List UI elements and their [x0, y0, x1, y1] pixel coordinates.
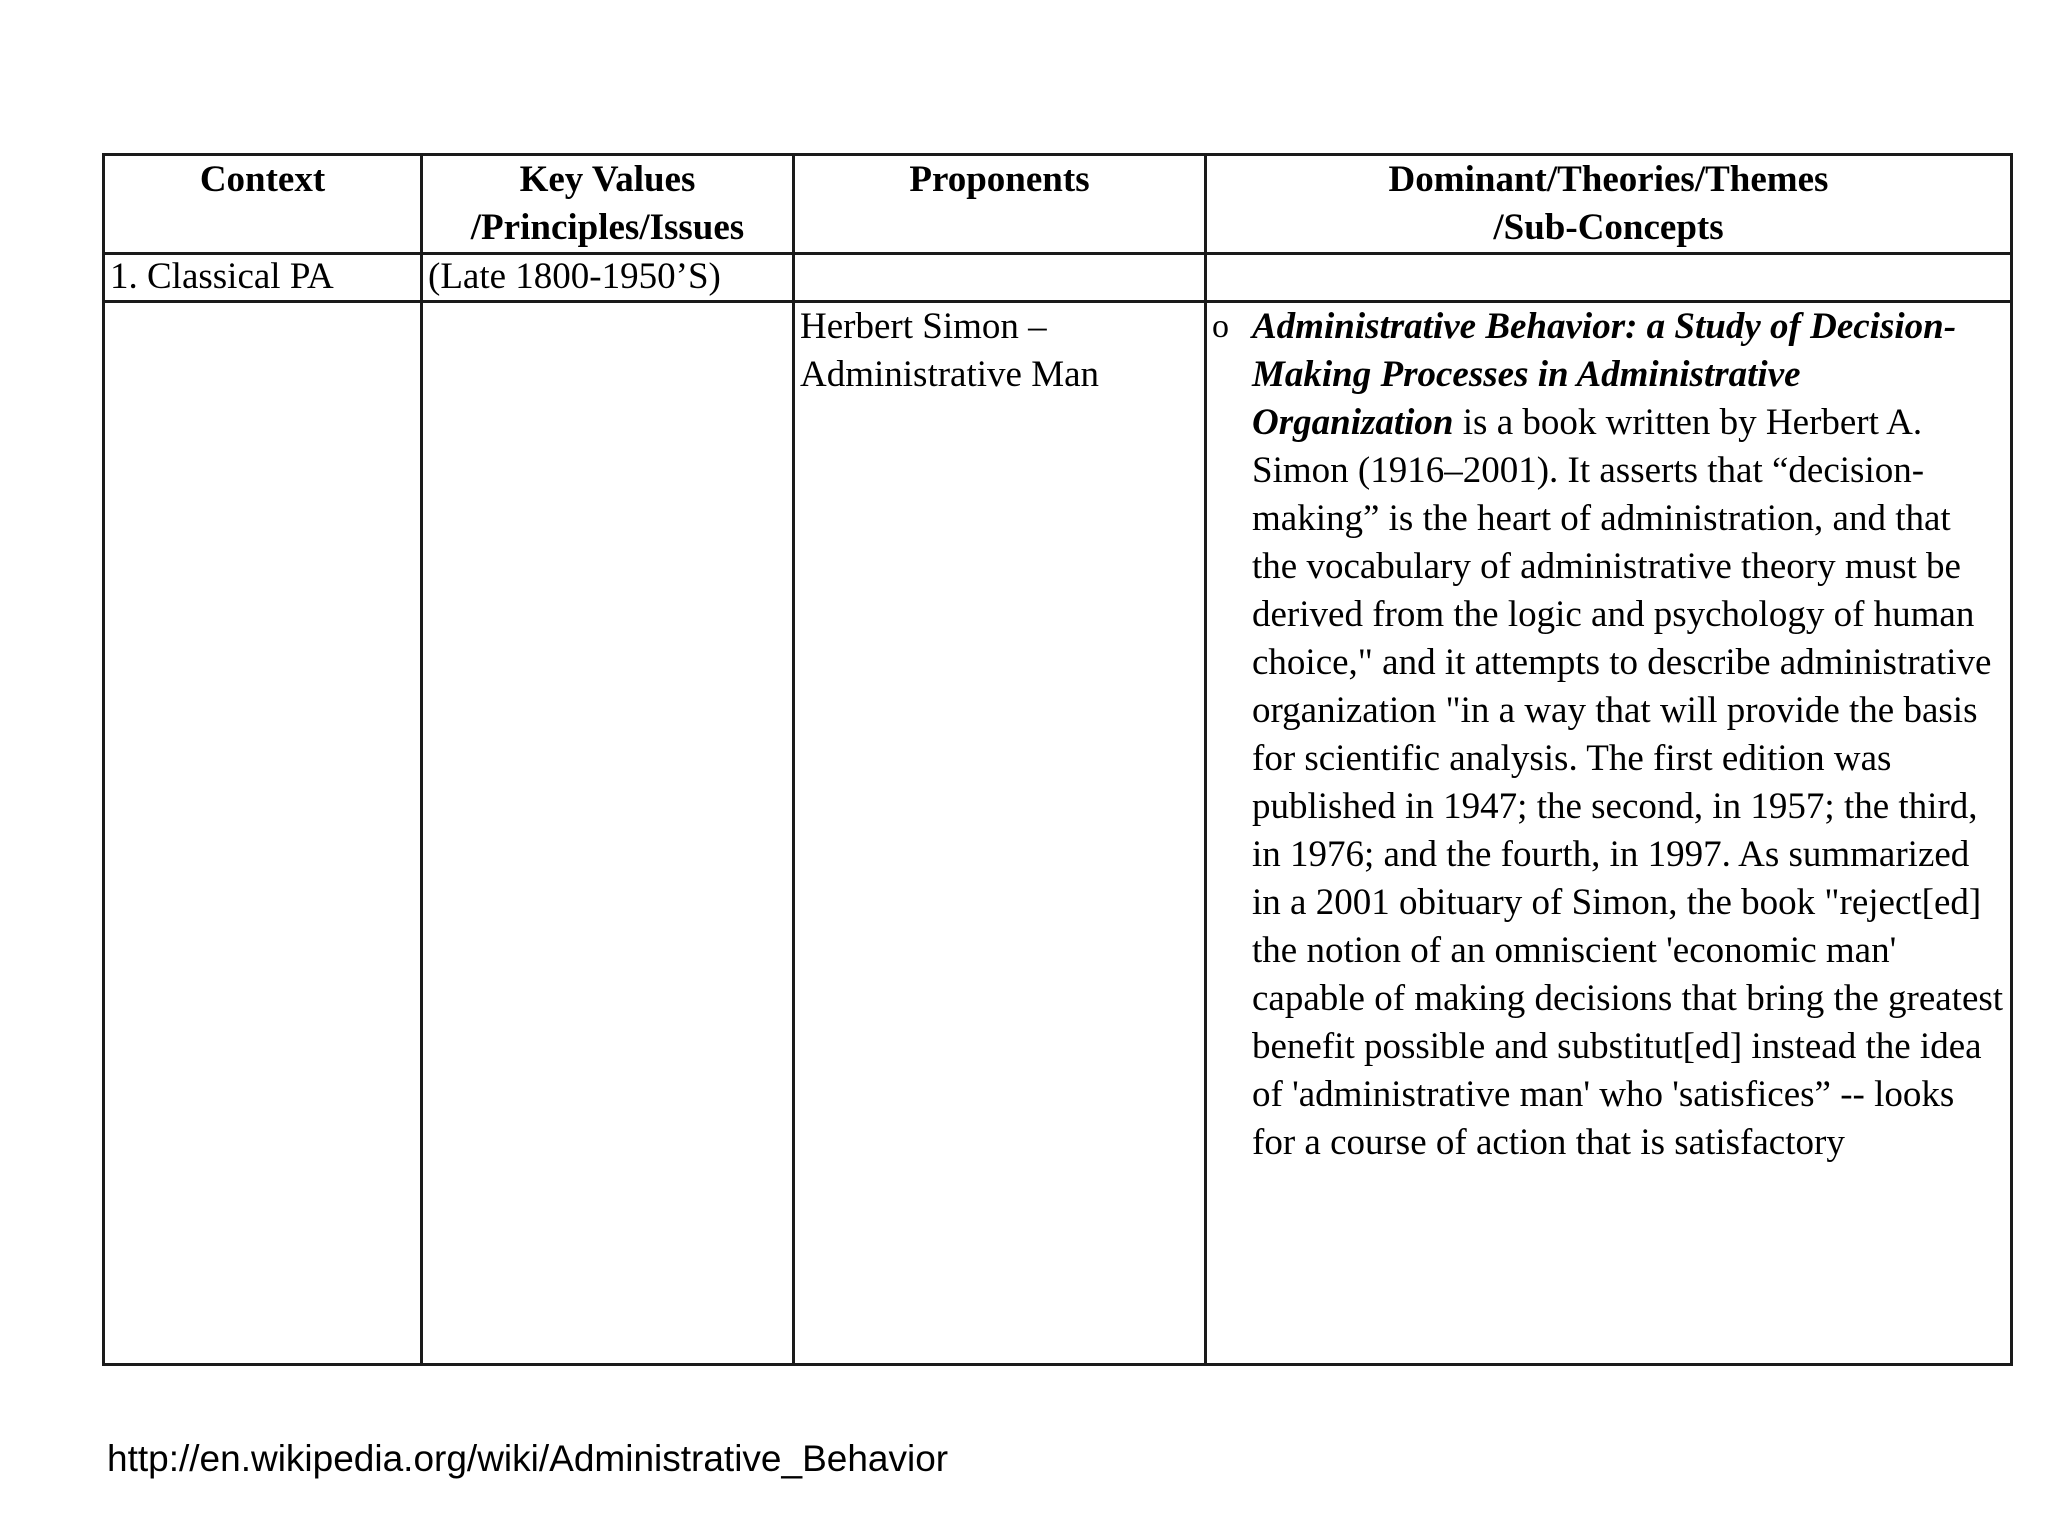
- proponents-cell: [794, 302, 1206, 1365]
- era-context-cell: [104, 254, 422, 302]
- era-dominant-cell: [1206, 254, 2012, 302]
- header-proponents-label: Proponents: [909, 159, 1090, 200]
- era-context-text: 1. Classical PA: [110, 256, 334, 297]
- header-key-values-line2: /Principles/Issues: [470, 207, 745, 248]
- header-key-values: [422, 155, 794, 254]
- era-proponents-cell: [794, 254, 1206, 302]
- header-context-label: Context: [199, 159, 326, 200]
- header-key-values-line1: Key Values: [519, 159, 696, 200]
- header-context: [104, 155, 422, 254]
- header-dominant-line2: /Sub-Concepts: [1493, 207, 1724, 248]
- table-row: [104, 302, 2012, 1365]
- dominant-theories-cell: [1206, 302, 2012, 1365]
- context-cell: [104, 302, 422, 1365]
- bullet-circle-icon: o: [1212, 308, 1229, 345]
- header-proponents: [794, 155, 1206, 254]
- key-values-cell: [422, 302, 794, 1365]
- source-link[interactable]: http://en.wikipedia.org/wiki/Administrative_Behavior: [107, 1438, 949, 1479]
- proponent-concept: Administrative Man: [800, 354, 1100, 395]
- header-row: [104, 155, 2012, 254]
- list-item: [1212, 303, 2005, 1167]
- era-period-text: (Late 1800-1950’S): [428, 256, 721, 297]
- book-title: Administrative Behavior: a Study of Decision-Making Processes in Administrative Organization: [1252, 306, 1957, 443]
- book-description: is a book written by Herbert A. Simon (1916–2001). It asserts that “decision-making” is the heart of administration, and that the vocabulary of administrative theory must be derived from the logic and psychology of human choice," and it attempts to describe administrative organization "in a way that will provide the basis for scientific analysis. The first edition was published in 1947; the second, in 1957; the third, in 1976; and the fourth, in 1997. As summarized in a 2001 obituary of Simon, the book "reject[ed] the notion of an omniscient 'economic man' capable of making decisions that bring the greatest benefit possible and substitut[ed] instead the idea of 'administrative man' who 'satisfices” -- looks for a course of action that is satisfactory: [1252, 402, 2004, 1163]
- header-dominant-line1: Dominant/Theories/Themes: [1388, 159, 1829, 200]
- header-dominant-theories: [1206, 155, 2012, 254]
- era-period-cell: [422, 254, 794, 302]
- era-row: [104, 254, 2012, 302]
- proponent-name: Herbert Simon –: [800, 306, 1047, 347]
- public-administration-table: [102, 153, 2013, 1366]
